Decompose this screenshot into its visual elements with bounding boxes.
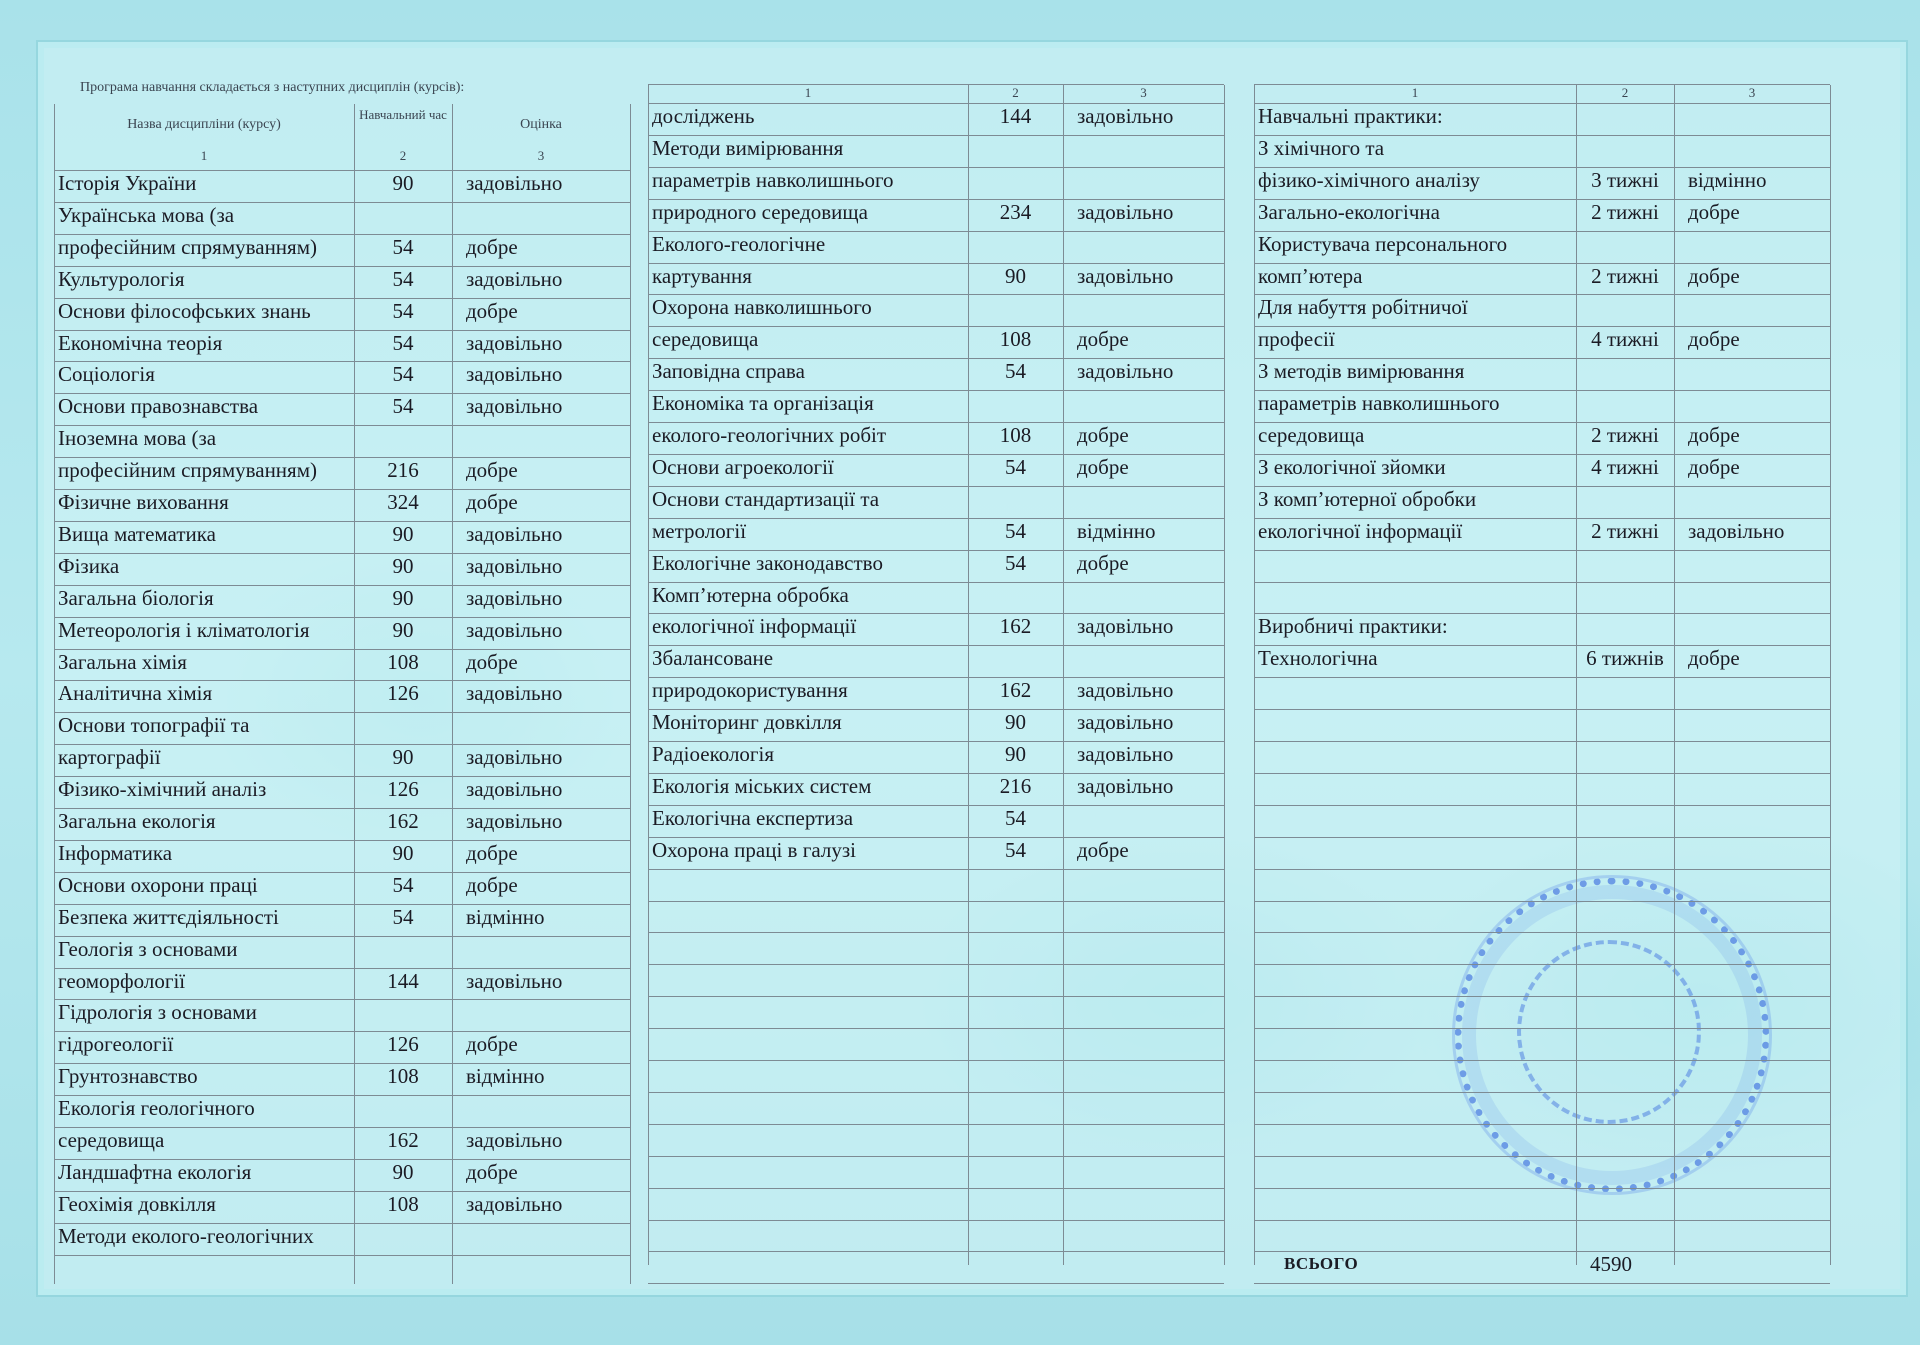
study-hours: 162 [999,614,1032,639]
discipline-name: З методів вимірювання [1258,359,1465,384]
study-hours: 234 [999,199,1032,224]
table-row [54,518,630,550]
grade: задовільно [1077,104,1174,128]
discipline-name: Геологія з основами [58,936,238,961]
study-hours: 54 [1005,805,1026,830]
study-hours: 4 тижні [1591,327,1659,352]
grade: задовільно [1077,199,1174,224]
grade: добре [466,234,518,259]
table-row [648,196,1224,228]
discipline-name: Українська мова (за [58,202,235,227]
discipline-name: Загальна екологія [58,809,216,833]
grade: задовільно [466,809,563,833]
discipline-name: Іноземна мова (за [58,426,217,451]
discipline-name: професії [1258,327,1335,352]
study-hours: 216 [999,773,1032,798]
study-hours: 90 [392,171,414,195]
table-row [648,515,1224,547]
study-hours: 54 [392,904,414,929]
grade: відмінно [466,1064,545,1089]
study-hours: 2 тижні [1591,263,1659,288]
table-row [54,358,630,390]
discipline-name: комп’ютера [1258,263,1363,288]
total-hours: 4590 [1590,1252,1632,1277]
discipline-name: Метеорологія і кліматологія [58,617,310,642]
table-row [54,167,630,199]
study-hours: 54 [1005,454,1026,479]
table-row [54,773,630,805]
table-row [648,706,1224,738]
grade: добре [466,840,518,865]
discipline-name: природокористування [652,678,848,703]
discipline-name: Методи вимірювання [652,135,844,160]
study-hours: 108 [387,649,419,674]
table-row [648,547,1224,579]
discipline-name: Загальна біологія [58,585,214,610]
table-row [1254,323,1830,355]
discipline-name: Ландшафтна екологія [58,1159,252,1184]
table-row [54,1156,630,1188]
study-hours: 3 тижні [1591,167,1659,192]
discipline-name: Вища математика [58,521,216,546]
grade: задовільно [1077,678,1174,703]
col3-num-3: 3 [1748,85,1756,100]
discipline-name: Аналітична хімія [58,681,213,706]
table-row [54,741,630,773]
discipline-name: Соціологія [58,362,155,387]
discipline-name: середовища [1258,423,1365,447]
header-num-1: 1 [200,148,208,163]
study-hours: 54 [392,266,414,291]
discipline-name: Навчальні практики: [1258,104,1443,128]
discipline-name: Виробничі практики: [1258,614,1448,639]
table-row [648,834,1224,866]
header-name: Назва дисципліни (курсу) [127,117,281,132]
grade: задовільно [466,1128,563,1152]
discipline-name: Культурологія [58,266,185,291]
table-row [1254,100,1830,132]
study-hours: 90 [1005,263,1026,288]
table-row [648,323,1224,355]
table-row [54,550,630,582]
table-row [1254,355,1830,387]
study-hours: 90 [1005,742,1026,766]
grade: добре [1688,646,1740,671]
discipline-name: Економіка та організація [652,391,874,416]
table-row [54,231,630,263]
table-row [54,295,630,327]
discipline-name: Безпека життєдіяльності [58,904,279,929]
study-hours: 2 тижні [1591,423,1659,447]
study-hours: 54 [392,298,414,323]
table-row [54,933,630,965]
discipline-name: гідрогеології [58,1032,174,1057]
study-hours: 126 [387,777,419,802]
discipline-name: параметрів навколишнього [652,167,894,192]
discipline-name: середовища [58,1128,165,1152]
table-row [1254,196,1830,228]
total-label: ВСЬОГО [1284,1254,1359,1274]
table-column-2 [648,84,1224,862]
discipline-name: Основи агроекології [652,454,834,479]
grade: задовільно [1077,359,1174,384]
program-caption: Програма навчання складається з наступних дисциплін (курсів): [80,80,465,95]
discipline-name: Еколого-геологічне [652,231,826,256]
col2-num-2: 2 [1012,85,1019,100]
grade: задовільно [466,521,563,546]
grade: задовільно [1077,773,1174,798]
discipline-name: Грунтознавство [58,1064,198,1089]
study-hours: 162 [387,1128,419,1152]
grade: задовільно [466,362,563,387]
discipline-name: З екологічної зйомки [1258,454,1446,479]
grade: відмінно [1077,518,1156,543]
header-grade: Оцінка [520,117,562,132]
table-row [54,805,630,837]
table-row [648,291,1224,323]
discipline-name: геоморфології [58,968,186,993]
grade: задовільно [466,266,563,291]
table-row [54,390,630,422]
study-hours: 144 [999,104,1032,128]
discipline-name: професійним спрямуванням) [58,458,317,483]
table-row [648,100,1224,132]
grade: добре [1688,199,1740,224]
grade: добре [1688,327,1740,352]
discipline-name: Основи правознавства [58,394,259,419]
grade: задовільно [466,171,563,195]
grade: задовільно [466,1191,563,1216]
header-num-3: 3 [537,148,545,163]
discipline-name: Охорона навколишнього [652,295,872,320]
discipline-name: Фізико-хімічний аналіз [58,777,267,802]
table-row [648,738,1224,770]
discipline-name: картографії [58,745,161,770]
table-row [1254,228,1830,260]
discipline-name: природного середовища [652,199,868,224]
discipline-name: досліджень [652,104,755,128]
discipline-name: Історія України [58,171,197,195]
table-row [1254,515,1830,547]
table-row [648,483,1224,515]
grade: відмінно [1688,167,1767,192]
grade: добре [1688,263,1740,288]
discipline-name: еколого-геологічних робіт [652,423,887,447]
study-hours: 108 [999,423,1032,447]
study-hours: 90 [392,617,414,642]
grade: добре [1077,423,1129,447]
discipline-name: З хімічного та [1258,135,1385,160]
study-hours: 90 [1005,710,1026,735]
table-row [1254,579,1830,611]
grade: задовільно [466,585,563,610]
grade: задовільно [466,681,563,706]
table-row [54,1220,630,1252]
grade: задовільно [466,553,563,578]
discipline-name: З комп’ютерної обробки [1258,486,1477,511]
grade: добре [1077,550,1129,575]
table-row [1254,387,1830,419]
grade: добре [1077,327,1129,352]
discipline-name: Методи еколого-геологічних [58,1223,314,1248]
discipline-name: Екологічна експертиза [652,805,854,830]
table-column-3 [1254,84,1830,1277]
grade: добре [466,458,518,483]
table-row [1254,547,1830,579]
discipline-name: Охорона праці в галузі [652,837,856,862]
table-row [1254,260,1830,292]
grade: добре [466,490,518,514]
grade: добре [1077,454,1129,479]
discipline-name: Заповідна справа [652,359,805,384]
discipline-name: Основи стандартизації та [652,486,880,511]
discipline-name: Екологічне законодавство [652,550,883,575]
table-row [54,1188,630,1220]
col3-num-2: 2 [1621,85,1629,100]
study-hours: 6 тижнів [1586,646,1664,671]
study-hours: 54 [392,872,414,897]
study-hours: 90 [392,585,414,610]
table-row [54,901,630,933]
table-row [648,419,1224,451]
total-row [1254,1248,1830,1280]
discipline-name: екологічної інформації [1258,518,1463,543]
col2-num-1: 1 [804,85,812,100]
study-hours: 90 [392,521,414,546]
grade: задовільно [1077,614,1174,639]
grade: добре [466,1032,518,1057]
table-row [648,579,1224,611]
grade: задовільно [1077,710,1174,735]
header-hours: Навчальний час [359,107,447,122]
study-hours: 162 [387,809,419,833]
grade: задовільно [466,394,563,419]
table-row [54,582,630,614]
discipline-name: Моніторинг довкілля [652,710,842,735]
discipline-name: Комп’ютерна обробка [652,582,849,607]
study-hours: 216 [387,458,419,483]
table-row [648,642,1224,674]
table-row [1254,419,1830,451]
discipline-name: середовища [652,327,759,352]
discipline-name: Технологічна [1258,646,1378,671]
study-hours: 54 [1005,837,1026,862]
table-row [54,1124,630,1156]
table-row [648,451,1224,483]
table-row [54,1028,630,1060]
table-row [54,614,630,646]
discipline-name: картування [652,263,752,288]
study-hours: 108 [387,1191,419,1216]
official-seal-stamp [1455,878,1769,1192]
discipline-name: фізико-хімічного аналізу [1258,167,1480,192]
table-row [1254,451,1830,483]
grade: добре [1688,423,1740,447]
study-hours: 4 тижні [1591,454,1659,479]
table-row [648,260,1224,292]
discipline-name: екологічної інформації [652,614,857,639]
grade: задовільно [466,330,563,355]
table-row [648,387,1224,419]
table-row [54,422,630,454]
discipline-name: Загально-екологічна [1258,199,1440,224]
discipline-name: Фізичне виховання [58,490,229,514]
table-row [54,486,630,518]
study-hours: 108 [999,327,1032,352]
grade: задовільно [1077,263,1174,288]
table-row [1254,291,1830,323]
grade: добре [1688,454,1740,479]
study-hours: 90 [392,745,414,770]
grade: добре [466,1159,518,1184]
table-row [54,199,630,231]
discipline-name: Користувача персонального [1258,231,1508,256]
discipline-name: Радіоекологія [652,742,775,766]
table-row [54,263,630,295]
table-row [648,770,1224,802]
discipline-name: Геохімія довкілля [58,1191,216,1216]
grade: задовільно [466,745,563,770]
grade: задовільно [466,968,563,993]
table-row [54,965,630,997]
discipline-name: Інформатика [58,840,173,865]
study-hours: 90 [392,553,414,578]
table-row [54,837,630,869]
table-row [648,610,1224,642]
table-row [54,1060,630,1092]
table-row [648,355,1224,387]
table-row [54,454,630,486]
study-hours: 2 тижні [1591,518,1659,543]
study-hours: 54 [1005,550,1026,575]
table-row [648,674,1224,706]
table-row [54,646,630,678]
discipline-name: Економічна теорія [58,330,223,355]
study-hours: 54 [392,362,414,387]
study-hours: 126 [387,1032,419,1057]
study-hours: 324 [387,490,419,514]
study-hours: 144 [387,968,419,993]
study-hours: 126 [387,681,419,706]
discipline-name: Основи топографії та [58,713,250,738]
table-row [54,327,630,359]
grade: задовільно [466,777,563,802]
discipline-name: Гідрологія з основами [58,1000,257,1025]
discipline-name: Загальна хімія [58,649,187,674]
grade: задовільно [466,617,563,642]
discipline-name: Збалансоване [652,646,774,671]
study-hours: 162 [999,678,1032,703]
table-row [1254,642,1830,674]
grade: задовільно [1688,518,1785,543]
grade: добре [466,872,518,897]
study-hours: 108 [387,1064,419,1089]
study-hours: 2 тижні [1591,199,1659,224]
col2-num-3: 3 [1140,85,1147,100]
table-row [648,802,1224,834]
table-row [54,677,630,709]
table-row [1254,164,1830,196]
study-hours: 90 [392,1159,414,1184]
discipline-name: Основи охорони праці [58,872,258,897]
discipline-name: Фізика [58,553,120,578]
grade: добре [466,298,518,323]
col3-num-1: 1 [1411,85,1419,100]
grade: задовільно [1077,742,1174,766]
study-hours: 54 [1005,359,1026,384]
table-row [648,228,1224,260]
table-row [54,1092,630,1124]
table-row [1254,610,1830,642]
study-hours: 54 [1005,518,1026,543]
grade: добре [466,649,518,674]
table-row [54,996,630,1028]
discipline-name: професійним спрямуванням) [58,234,317,259]
table-row [1254,483,1830,515]
discipline-name: Екологія міських систем [652,773,872,798]
discipline-name: Екологія геологічного [58,1096,255,1121]
discipline-name: метрології [652,518,747,543]
header-num-2: 2 [399,148,407,163]
study-hours: 54 [392,394,414,419]
table-row [1254,132,1830,164]
discipline-name: Для набуття робітничої [1258,295,1468,320]
table-row [54,709,630,741]
table-row [648,164,1224,196]
study-hours: 90 [392,840,414,865]
study-hours: 54 [392,330,414,355]
table-row [54,869,630,901]
study-hours: 54 [392,234,414,259]
discipline-name: Основи філософських знань [58,298,311,323]
grade: добре [1077,837,1129,862]
table-row [648,132,1224,164]
discipline-name: параметрів навколишнього [1258,391,1500,416]
grade: відмінно [466,904,545,929]
